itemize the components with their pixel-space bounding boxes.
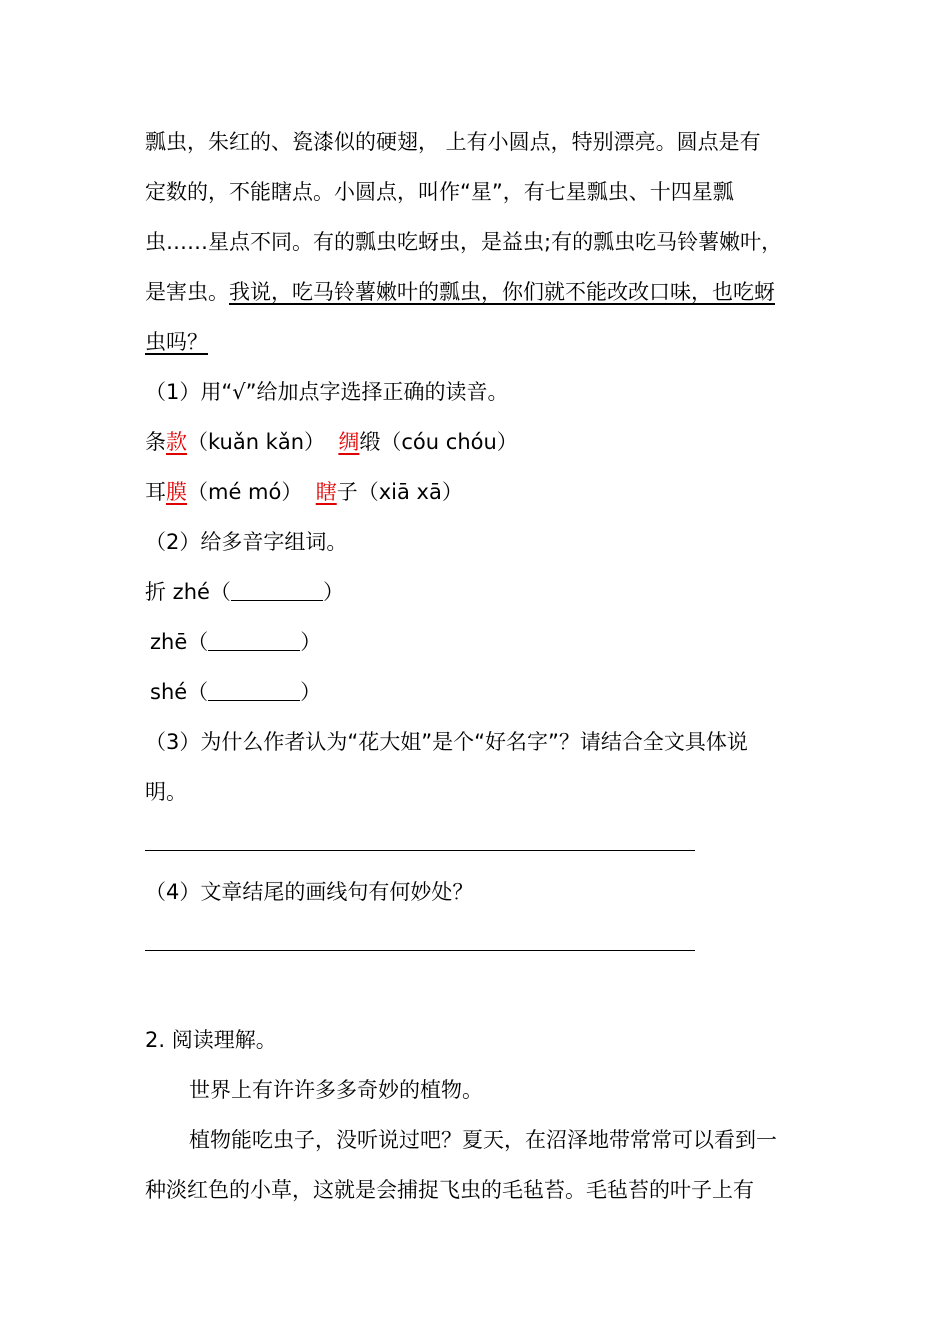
answer-blank[interactable] bbox=[231, 580, 323, 601]
word-char: 缎 bbox=[359, 430, 381, 454]
marked-char-chou: 绸 bbox=[338, 430, 360, 454]
underlined-sentence-part-1: 我说，吃马铃薯嫩叶的瓢虫，你们就不能改改口味，也吃蚜 bbox=[229, 280, 775, 304]
passage-line-5 bbox=[145, 328, 208, 356]
section-2-paragraph-2-line-1: 植物能吃虫子，没听说过吧？夏天，在沼泽地带常常可以看到一 bbox=[189, 1128, 777, 1152]
pinyin-label: zhē（ bbox=[150, 630, 209, 654]
marked-char-xia: 瞎 bbox=[315, 480, 337, 504]
answer-blank[interactable] bbox=[208, 630, 300, 651]
passage-line-1: 瓢虫，朱红的、瓷漆似的硬翅， 上有小圆点，特别漂亮。圆点是有 bbox=[145, 130, 761, 154]
pinyin-options[interactable]: （mé mó） bbox=[187, 480, 303, 504]
question-2-row-zhe1 bbox=[150, 628, 321, 656]
word-char: 耳 bbox=[145, 480, 166, 504]
question-1-prompt: （1）用“√”给加点字选择正确的读音。 bbox=[145, 380, 509, 404]
question-4-prompt: （4）文章结尾的画线句有何妙处？ bbox=[145, 880, 474, 904]
marked-char-kuan: 款 bbox=[166, 430, 187, 454]
question-1-row-1 bbox=[145, 428, 518, 456]
close-paren: ） bbox=[300, 680, 322, 704]
pinyin-options[interactable]: （cóu chóu） bbox=[380, 430, 518, 454]
word-char: 条 bbox=[145, 430, 166, 454]
word-char: 子 bbox=[336, 480, 358, 504]
answer-blank[interactable] bbox=[208, 680, 300, 701]
pinyin-options[interactable]: （kuǎn kǎn） bbox=[187, 430, 326, 454]
question-2-row-zhe2 bbox=[145, 578, 344, 606]
section-2-paragraph-2-line-2: 种淡红色的小草，这就是会捕捉飞虫的毛毡苔。毛毡苔的叶子上有 bbox=[145, 1178, 754, 1202]
question-3-prompt-line-1: （3）为什么作者认为“花大姐”是个“好名字”？请结合全文具体说 bbox=[145, 730, 748, 754]
question-3-answer-line[interactable] bbox=[145, 850, 695, 851]
passage-line-4 bbox=[145, 278, 775, 306]
question-1-row-2 bbox=[145, 478, 463, 506]
pinyin-options[interactable]: （xiā xā） bbox=[357, 480, 463, 504]
section-2-paragraph-1: 世界上有许许多多奇妙的植物。 bbox=[189, 1078, 483, 1102]
section-2-heading: 2. 阅读理解。 bbox=[145, 1028, 277, 1052]
underlined-sentence-part-2: 虫吗？ bbox=[145, 330, 208, 354]
pinyin-label: 折 zhé（ bbox=[145, 580, 231, 604]
passage-line-4-plain: 是害虫。 bbox=[145, 280, 229, 304]
question-4-answer-line[interactable] bbox=[145, 950, 695, 951]
question-2-row-she bbox=[150, 678, 321, 706]
marked-char-mo: 膜 bbox=[166, 480, 187, 504]
question-3-prompt-line-2: 明。 bbox=[145, 780, 187, 804]
question-2-prompt: （2）给多音字组词。 bbox=[145, 530, 348, 554]
passage-line-3: 虫……星点不同。有的瓢虫吃蚜虫，是益虫;有的瓢虫吃马铃薯嫩叶， bbox=[145, 230, 783, 254]
passage-line-2: 定数的，不能瞎点。小圆点，叫作“星”，有七星瓢虫、十四星瓢 bbox=[145, 180, 734, 204]
pinyin-label: shé（ bbox=[150, 680, 209, 704]
close-paren: ） bbox=[322, 580, 344, 604]
close-paren: ） bbox=[300, 630, 322, 654]
